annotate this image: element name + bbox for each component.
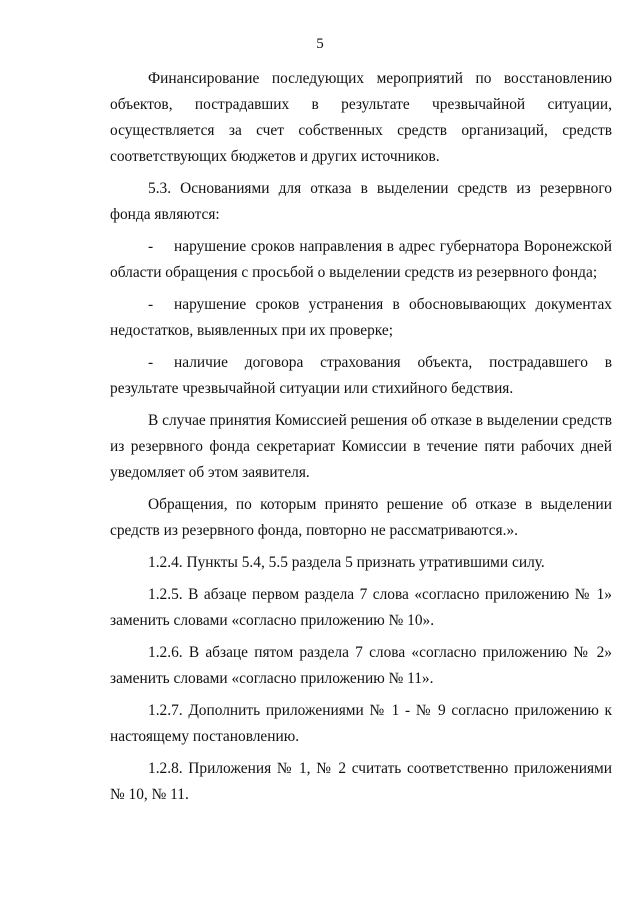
document-body [110, 66, 612, 814]
list-item-text: нарушение сроков направления в адрес губернатора Воронежской области обращения с просьбой о выделении средств из резервного фонда; [110, 238, 612, 281]
list-item-deadline-violation [110, 234, 612, 286]
paragraph-1-2-7: 1.2.7. Дополнить приложениями № 1 - № 9 согласно приложению к настоящему постановлению. [110, 702, 612, 745]
list-item-correction-violation [110, 292, 612, 344]
paragraph-refusal-notice: В случае принятия Комиссией решения об отказе в выделении средств из резервного фонда секретариат Комиссии в течение пяти рабочих дней уведомляет об этом заявителя. [110, 412, 612, 481]
list-dash: - [148, 354, 154, 371]
paragraph-1-2-4: 1.2.4. Пункты 5.4, 5.5 раздела 5 признать утратившими силу. [148, 554, 545, 571]
list-dash: - [148, 296, 154, 313]
paragraph-1-2-8: 1.2.8. Приложения № 1, № 2 считать соответственно приложениями № 10, № 11. [110, 760, 612, 803]
paragraph-1-2-5: 1.2.5. В абзаце первом раздела 7 слова «согласно приложению № 1» заменить словами «согласно приложению № 10». [110, 586, 612, 629]
list-item-text: нарушение сроков устранения в обосновывающих документах недостатков, выявленных при их проверке; [110, 296, 612, 339]
list-item-insurance-contract [110, 350, 612, 402]
list-dash: - [148, 238, 154, 255]
paragraph-refusal-grounds: 5.3. Основаниями для отказа в выделении средств из резервного фонда являются: [110, 180, 612, 223]
paragraph-repeat-requests: Обращения, по которым принято решение об отказе в выделении средств из резервного фонда, повторно не рассматриваются.». [110, 496, 612, 539]
paragraph-financing: Финансирование последующих мероприятий по восстановлению объектов, пострадавших в результате чрезвычайной ситуации, осуществляется за счет собственных средств организаций, средств соответствующих бюджетов и других источников. [110, 70, 612, 165]
paragraph-1-2-6: 1.2.6. В абзаце пятом раздела 7 слова «согласно приложению № 2» заменить словами «согласно приложению № 11». [110, 644, 612, 687]
list-item-text: наличие договора страхования объекта, пострадавшего в результате чрезвычайной ситуации или стихийного бедствия. [110, 354, 612, 397]
page-number: 5 [316, 36, 324, 52]
